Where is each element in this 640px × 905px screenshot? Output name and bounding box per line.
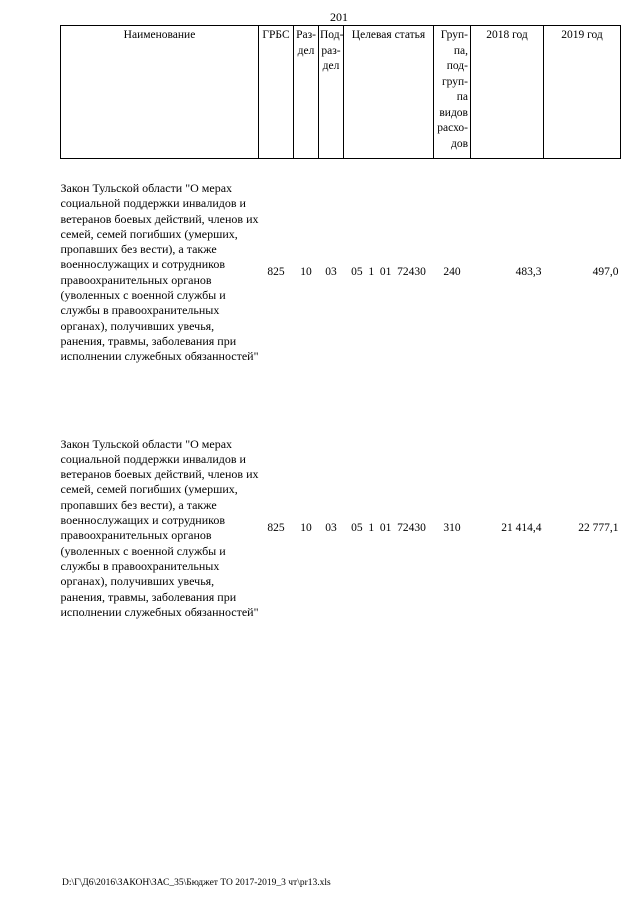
row-podrazdel: 03 (325, 521, 337, 534)
row-name: Закон Тульской области "О мерах социальной поддержки инвалидов и ветеранов боевых действий, членов их семей, семей погибших (умерших, пропавших без вести), а также военнослужащих и сотрудников правоохранительных органов (уволенных с военной службы и службы в правоохранительных органах), получивших увечья, ранения, травмы, заболевания при исполнении служебных обязанностей" (60, 181, 259, 364)
footer-file-path: D:\Г\Д6\2016\ЗАКОН\ЗАС_35\Бюджет ТО 2017-2019_3 чт\pr13.xls (62, 878, 331, 888)
row-2019: 497,0 (592, 266, 619, 279)
header-vid: Груп- па, под- груп- па видов расхо- дов (434, 26, 471, 159)
row-grbs: 825 (267, 266, 285, 279)
header-grbs: ГРБС (259, 26, 294, 159)
row-tselevaya: 05 1 01 72430 (351, 521, 426, 534)
row-vid: 240 (443, 266, 461, 279)
table-row (61, 421, 621, 637)
budget-table (60, 25, 621, 636)
row-tselevaya: 05 1 01 72430 (351, 266, 426, 279)
row-grbs: 825 (267, 521, 285, 534)
header-podrazdel: Под- раз- дел (319, 26, 344, 159)
row-vid: 310 (443, 521, 461, 534)
row-name: Закон Тульской области "О мерах социальной поддержки инвалидов и ветеранов боевых действий, членов их семей, семей погибших (умерших, пропавших без вести), а также военнослужащих и сотрудников правоохранительных органов (уволенных с военной службы и службы в правоохранительных органах), получивших увечья, ранения, травмы, заболевания при исполнении служебных обязанностей" (60, 436, 259, 619)
row-2019: 22 777,1 (578, 521, 619, 534)
header-razdel: Раз- дел (294, 26, 319, 159)
page-number: 201 (330, 10, 348, 24)
header-2019: 2019 год (544, 26, 621, 159)
header-tselevaya: Целевая статья (344, 26, 434, 159)
header-name: Наименование (61, 26, 259, 159)
table-row (61, 165, 621, 381)
table-header-row (61, 26, 621, 159)
row-2018: 483,3 (515, 266, 542, 279)
row-razdel: 10 (300, 266, 312, 279)
row-podrazdel: 03 (325, 266, 337, 279)
header-2018: 2018 год (471, 26, 544, 159)
row-razdel: 10 (300, 521, 312, 534)
row-2018: 21 414,4 (501, 521, 542, 534)
